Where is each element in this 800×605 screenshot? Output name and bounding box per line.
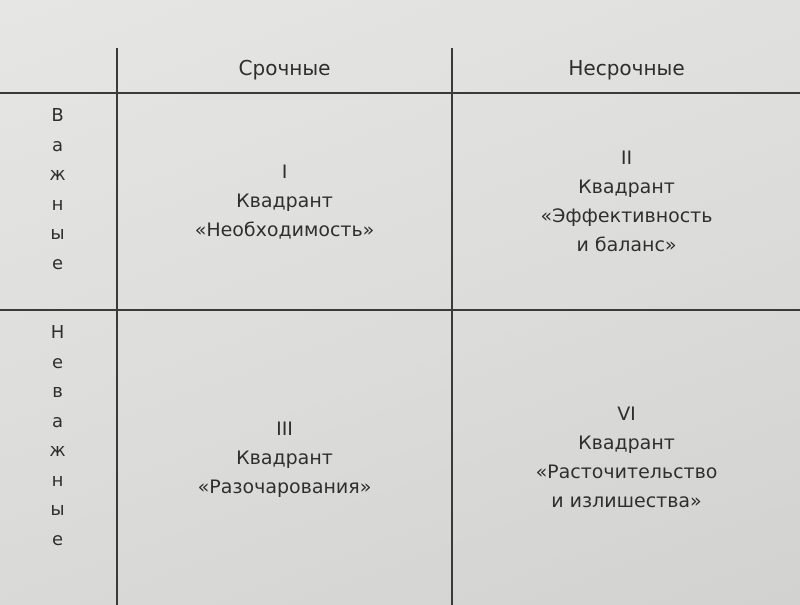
row-label-letter: Н <box>50 322 65 343</box>
row-label-letter: В <box>51 105 64 126</box>
quadrant-2-name-line-2: и баланс» <box>576 233 677 256</box>
row-label-letter: е <box>51 351 64 373</box>
quadrant-1-name: «Необходимость» <box>194 219 375 241</box>
row-label-letter: а <box>51 134 64 156</box>
quadrant-2 <box>453 94 800 309</box>
quadrant-3-word: Квадрант <box>236 446 333 469</box>
column-header-not-urgent: Несрочные <box>568 56 685 80</box>
quadrant-4-name-line-1: «Расточительство <box>535 461 718 483</box>
row-label-letter: ы <box>50 499 65 520</box>
row-label-letter: ж <box>49 440 66 461</box>
row-label-letter: ы <box>50 223 65 244</box>
quadrant-2-word: Квадрант <box>578 175 675 198</box>
row-label-letter: е <box>51 252 64 274</box>
quadrant-2-name-line-1: «Эффективность <box>540 204 713 227</box>
column-header-urgent: Срочные <box>238 56 331 80</box>
quadrant-3-numeral: III <box>276 417 293 440</box>
row-label-letter: ж <box>49 164 66 185</box>
quadrant-4-word: Квадрант <box>578 432 675 454</box>
row-label-letter: н <box>51 469 64 491</box>
quadrant-1-numeral: I <box>281 161 288 183</box>
quadrant-4 <box>453 311 800 605</box>
quadrant-1-word: Квадрант <box>236 190 333 212</box>
row-label-letter: е <box>51 528 64 550</box>
quadrant-1 <box>118 94 451 309</box>
quadrant-3-name: «Разочарования» <box>197 475 372 498</box>
row-label-not-important <box>0 318 115 554</box>
row-label-letter: а <box>51 410 64 432</box>
row-label-letter: н <box>51 193 64 215</box>
quadrant-4-name-line-2: и излишества» <box>551 490 702 512</box>
quadrant-2-numeral: II <box>620 146 633 169</box>
quadrant-3 <box>118 311 451 605</box>
row-label-important <box>0 101 115 278</box>
row-label-letter: в <box>52 381 63 402</box>
quadrant-4-numeral: VI <box>617 403 636 425</box>
